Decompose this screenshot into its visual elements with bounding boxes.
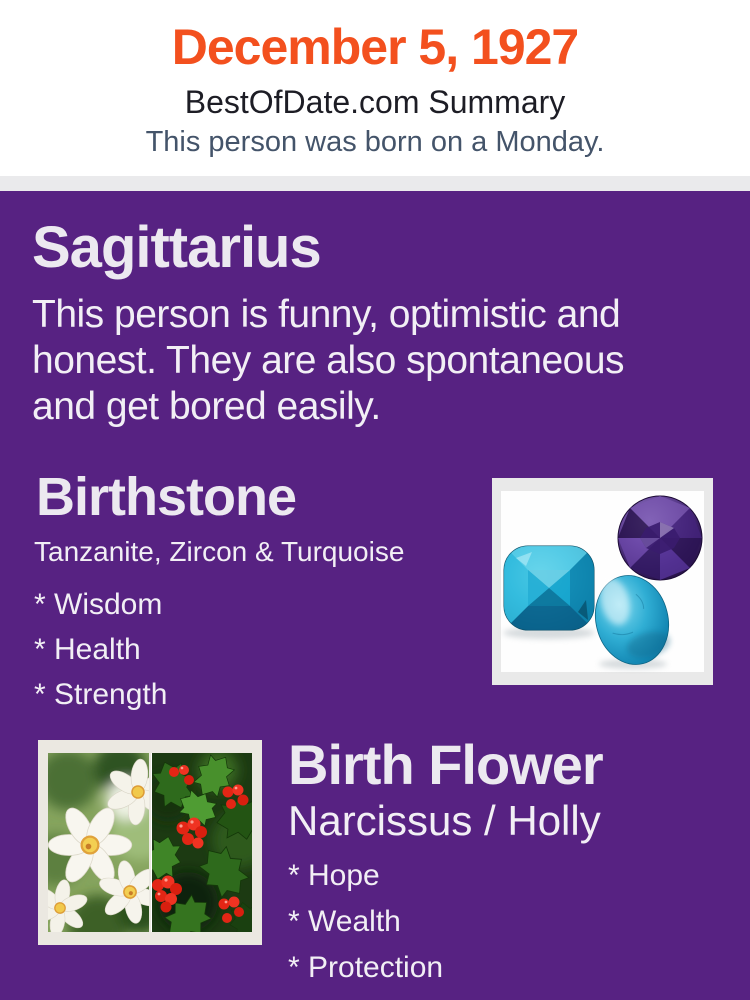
birthstone-trait: * Health (34, 633, 141, 666)
birthstone-trait-list (34, 582, 167, 717)
gemstones-illustration (492, 478, 713, 685)
zircon-gem-icon (504, 546, 594, 630)
birthstone-image (492, 478, 713, 685)
birth-flower-trait: * Hope (288, 859, 380, 892)
birth-flower-trait-list (288, 853, 443, 991)
birthstone-stones: Tanzanite, Zircon & Turquoise (34, 536, 405, 567)
birth-flower-title: Birth Flower (288, 733, 603, 796)
birthstone-title: Birthstone (36, 467, 296, 527)
date-title: December 5, 1927 (171, 19, 579, 75)
birthstone-trait: * Strength (34, 678, 168, 711)
tanzanite-gem-icon (618, 496, 702, 580)
birth-flower-trait: * Wealth (288, 905, 401, 938)
site-summary-title: BestOfDate.com Summary (184, 84, 566, 120)
zodiac-name: Sagittarius (32, 215, 321, 280)
birth-flower-image (38, 740, 262, 945)
birth-flower-names: Narcissus / Holly (288, 797, 601, 844)
birth-flower-trait: * Protection (288, 951, 444, 984)
weekday-note: This person was born on a Monday. (145, 126, 605, 158)
divider-strip (0, 176, 750, 191)
holly-photo (140, 748, 262, 945)
birthstone-trait: * Wisdom (34, 588, 163, 621)
flowers-illustration (38, 740, 262, 945)
zodiac-description: This person is funny, optimistic and honest. They are also spontaneous and get bored easily. (32, 293, 625, 429)
